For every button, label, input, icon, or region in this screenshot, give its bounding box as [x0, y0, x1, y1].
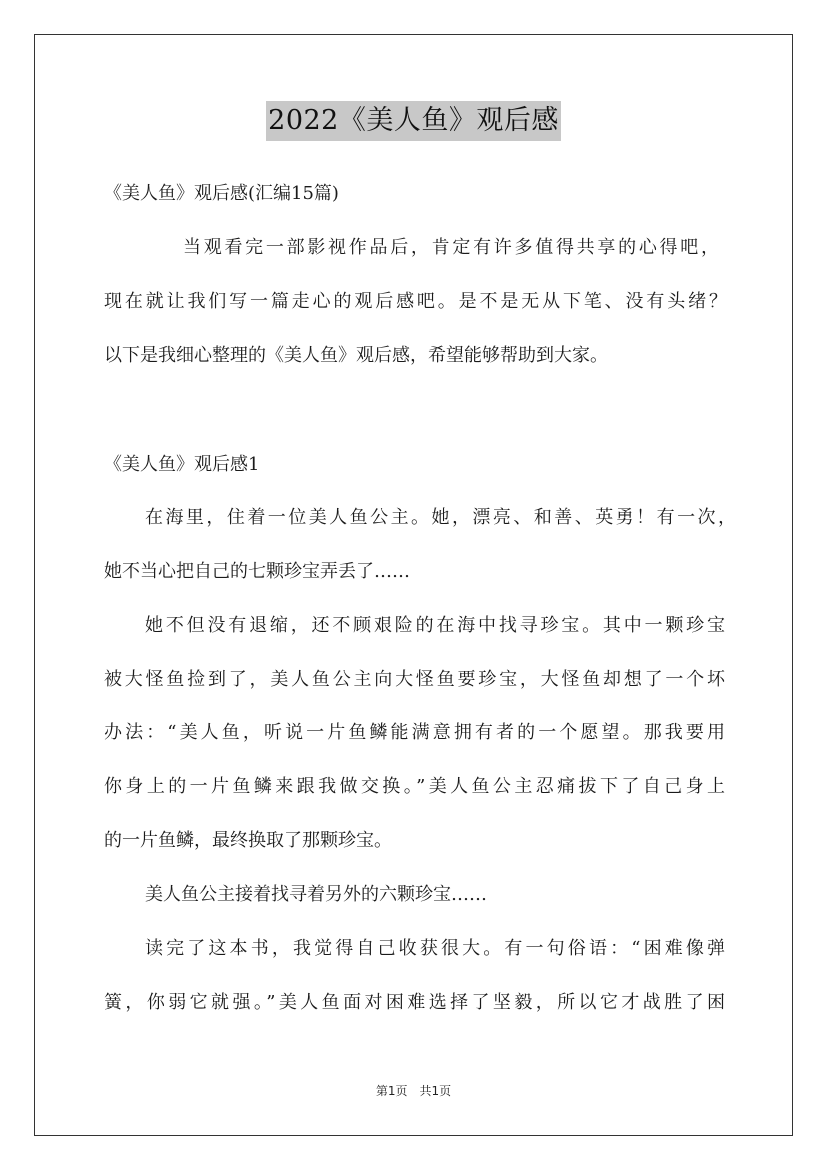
body-line: 办法：“美人鱼，听说一片鱼鳞能满意拥有者的一个愿望。那我要用: [104, 722, 725, 743]
intro-line: 现在就让我们写一篇走心的观后感吧。是不是无从下笔、没有头绪？: [104, 291, 727, 312]
intro-line: 以下是我细心整理的《美人鱼》观后感，希望能够帮助到大家。: [104, 345, 608, 366]
body-line: 读完了这本书，我觉得自己收获很大。有一句俗语：“困难像弹: [145, 938, 725, 959]
body-line: 被大怪鱼捡到了，美人鱼公主向大怪鱼要珍宝，大怪鱼却想了一个坏: [104, 669, 725, 690]
document-title: 2022《美人鱼》观后感: [266, 101, 561, 141]
section-heading: 《美人鱼》观后感1: [104, 454, 260, 475]
page-footer: 第1页 共1页: [375, 1084, 452, 1098]
intro-line: 当观看完一部影视作品后，肯定有许多值得共享的心得吧，: [183, 237, 719, 258]
body-line: 你身上的一片鱼鳞来跟我做交换。”美人鱼公主忍痛拔下了自己身上: [104, 776, 725, 797]
body-line: 簧，你弱它就强。”美人鱼面对困难选择了坚毅，所以它才战胜了困: [104, 992, 725, 1013]
body-line: 她不但没有退缩，还不顾艰险的在海中找寻珍宝。其中一颗珍宝: [145, 615, 725, 636]
body-line: 美人鱼公主接着找寻着另外的六颗珍宝……: [145, 884, 487, 905]
body-line: 在海里，住着一位美人鱼公主。她，漂亮、和善、英勇！有一次，: [145, 507, 736, 528]
body-line: 她不当心把自己的七颗珍宝弄丢了……: [104, 561, 410, 582]
document-subtitle: 《美人鱼》观后感(汇编15篇): [104, 183, 339, 204]
body-line: 的一片鱼鳞，最终换取了那颗珍宝。: [104, 830, 392, 851]
title-wrap: [0, 101, 827, 141]
